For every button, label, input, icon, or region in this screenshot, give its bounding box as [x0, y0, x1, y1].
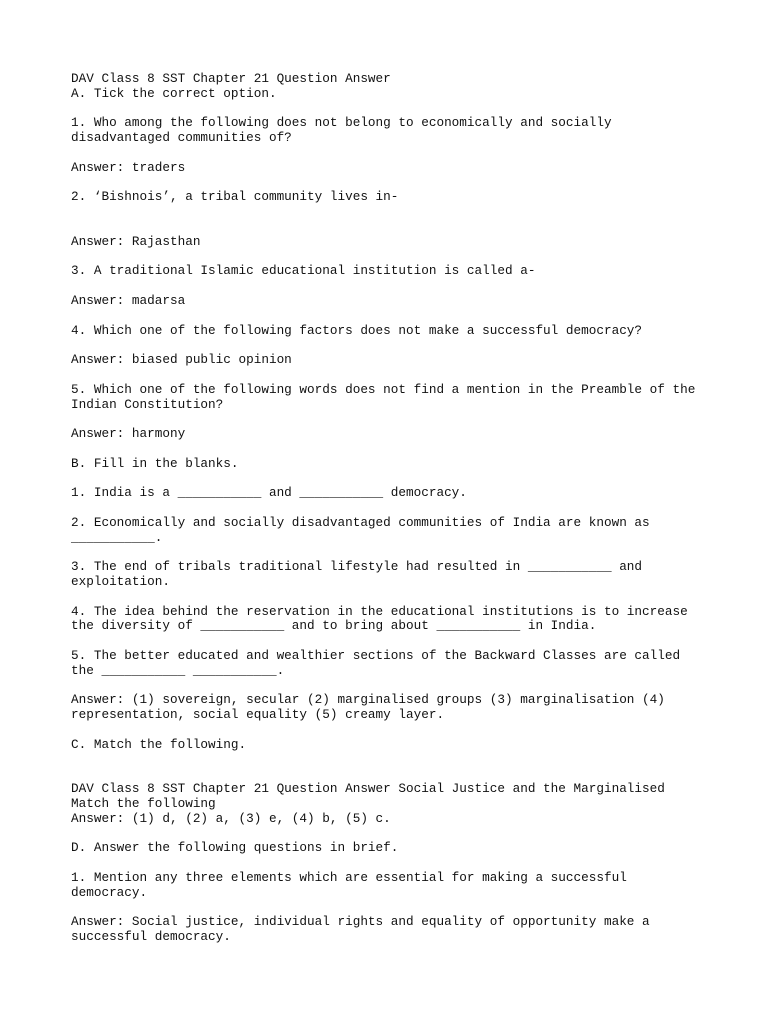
question-line: 5. Which one of the following words does not find a mention in the Preamble of the [71, 381, 696, 397]
section-a-question-2: 2. ‘Bishnois’, a tribal community lives in- [71, 189, 399, 205]
blank-gap [71, 220, 711, 235]
match-answer: Answer: (1) d, (2) a, (3) e, (4) b, (5) c. [71, 810, 391, 826]
section-a-question-5 [71, 383, 711, 413]
question-line: democracy. [71, 884, 148, 900]
section-a-answer-2: Answer: Rajasthan [71, 233, 201, 249]
blank-line: 2. Economically and socially disadvantaged communities of India are known as [71, 514, 650, 530]
blank-line: 5. The better educated and wealthier sections of the Backward Classes are called [71, 648, 681, 664]
blank-line: exploitation. [71, 574, 170, 590]
section-d-heading: D. Answer the following questions in brief. [71, 840, 399, 856]
blank-line: the ___________ ___________. [71, 662, 285, 678]
answer-line: Answer: Social justice, individual rights and equality of opportunity make a [71, 914, 650, 930]
question-line: disadvantaged communities of? [71, 130, 292, 146]
match-title-line: Match the following [71, 796, 216, 812]
match-title-line: DAV Class 8 SST Chapter 21 Question Answer Social Justice and the Marginalised [71, 781, 665, 797]
section-b-answer [71, 693, 711, 723]
section-d-question-1 [71, 871, 711, 901]
blank-line: 3. The end of tribals traditional lifestyle had resulted in ___________ and [71, 559, 643, 575]
document-title: DAV Class 8 SST Chapter 21 Question Answer [71, 71, 391, 86]
section-b-blank-2 [71, 516, 711, 546]
section-c-block [71, 782, 711, 826]
section-b-blank-5 [71, 649, 711, 679]
blank-line: the diversity of ___________ and to bring about ___________ in India. [71, 618, 597, 634]
section-a-question-3: 3. A traditional Islamic educational institution is called a- [71, 263, 536, 279]
answer-line: Answer: (1) sovereign, secular (2) marginalised groups (3) marginalisation (4) [71, 692, 665, 708]
section-a-question-1 [71, 116, 711, 146]
section-a-answer-5: Answer: harmony [71, 426, 186, 442]
section-d-answer-1 [71, 915, 711, 945]
section-b-blank-3 [71, 560, 711, 590]
section-a-answer-1: Answer: traders [71, 159, 186, 175]
section-a-answer-4: Answer: biased public opinion [71, 352, 292, 368]
section-c-heading: C. Match the following. [71, 736, 247, 752]
section-a-answer-3: Answer: madarsa [71, 292, 186, 308]
section-a-question-4: 4. Which one of the following factors does not make a successful democracy? [71, 322, 643, 338]
question-line: Indian Constitution? [71, 396, 224, 412]
document-page [71, 72, 711, 960]
answer-line: representation, social equality (5) creamy layer. [71, 707, 445, 723]
answer-line: successful democracy. [71, 929, 231, 945]
blank-line: 4. The idea behind the reservation in the educational institutions is to increase [71, 603, 688, 619]
question-line: 1. Mention any three elements which are essential for making a successful [71, 870, 627, 886]
blank-gap [71, 767, 711, 782]
section-a-heading: A. Tick the correct option. [71, 85, 277, 101]
section-b-blank-4 [71, 605, 711, 635]
question-line: 1. Who among the following does not belong to economically and socially [71, 115, 612, 131]
section-b-heading: B. Fill in the blanks. [71, 455, 239, 471]
section-b-blank-1: 1. India is a ___________ and ___________ democracy. [71, 485, 467, 501]
blank-line: ___________. [71, 529, 163, 545]
